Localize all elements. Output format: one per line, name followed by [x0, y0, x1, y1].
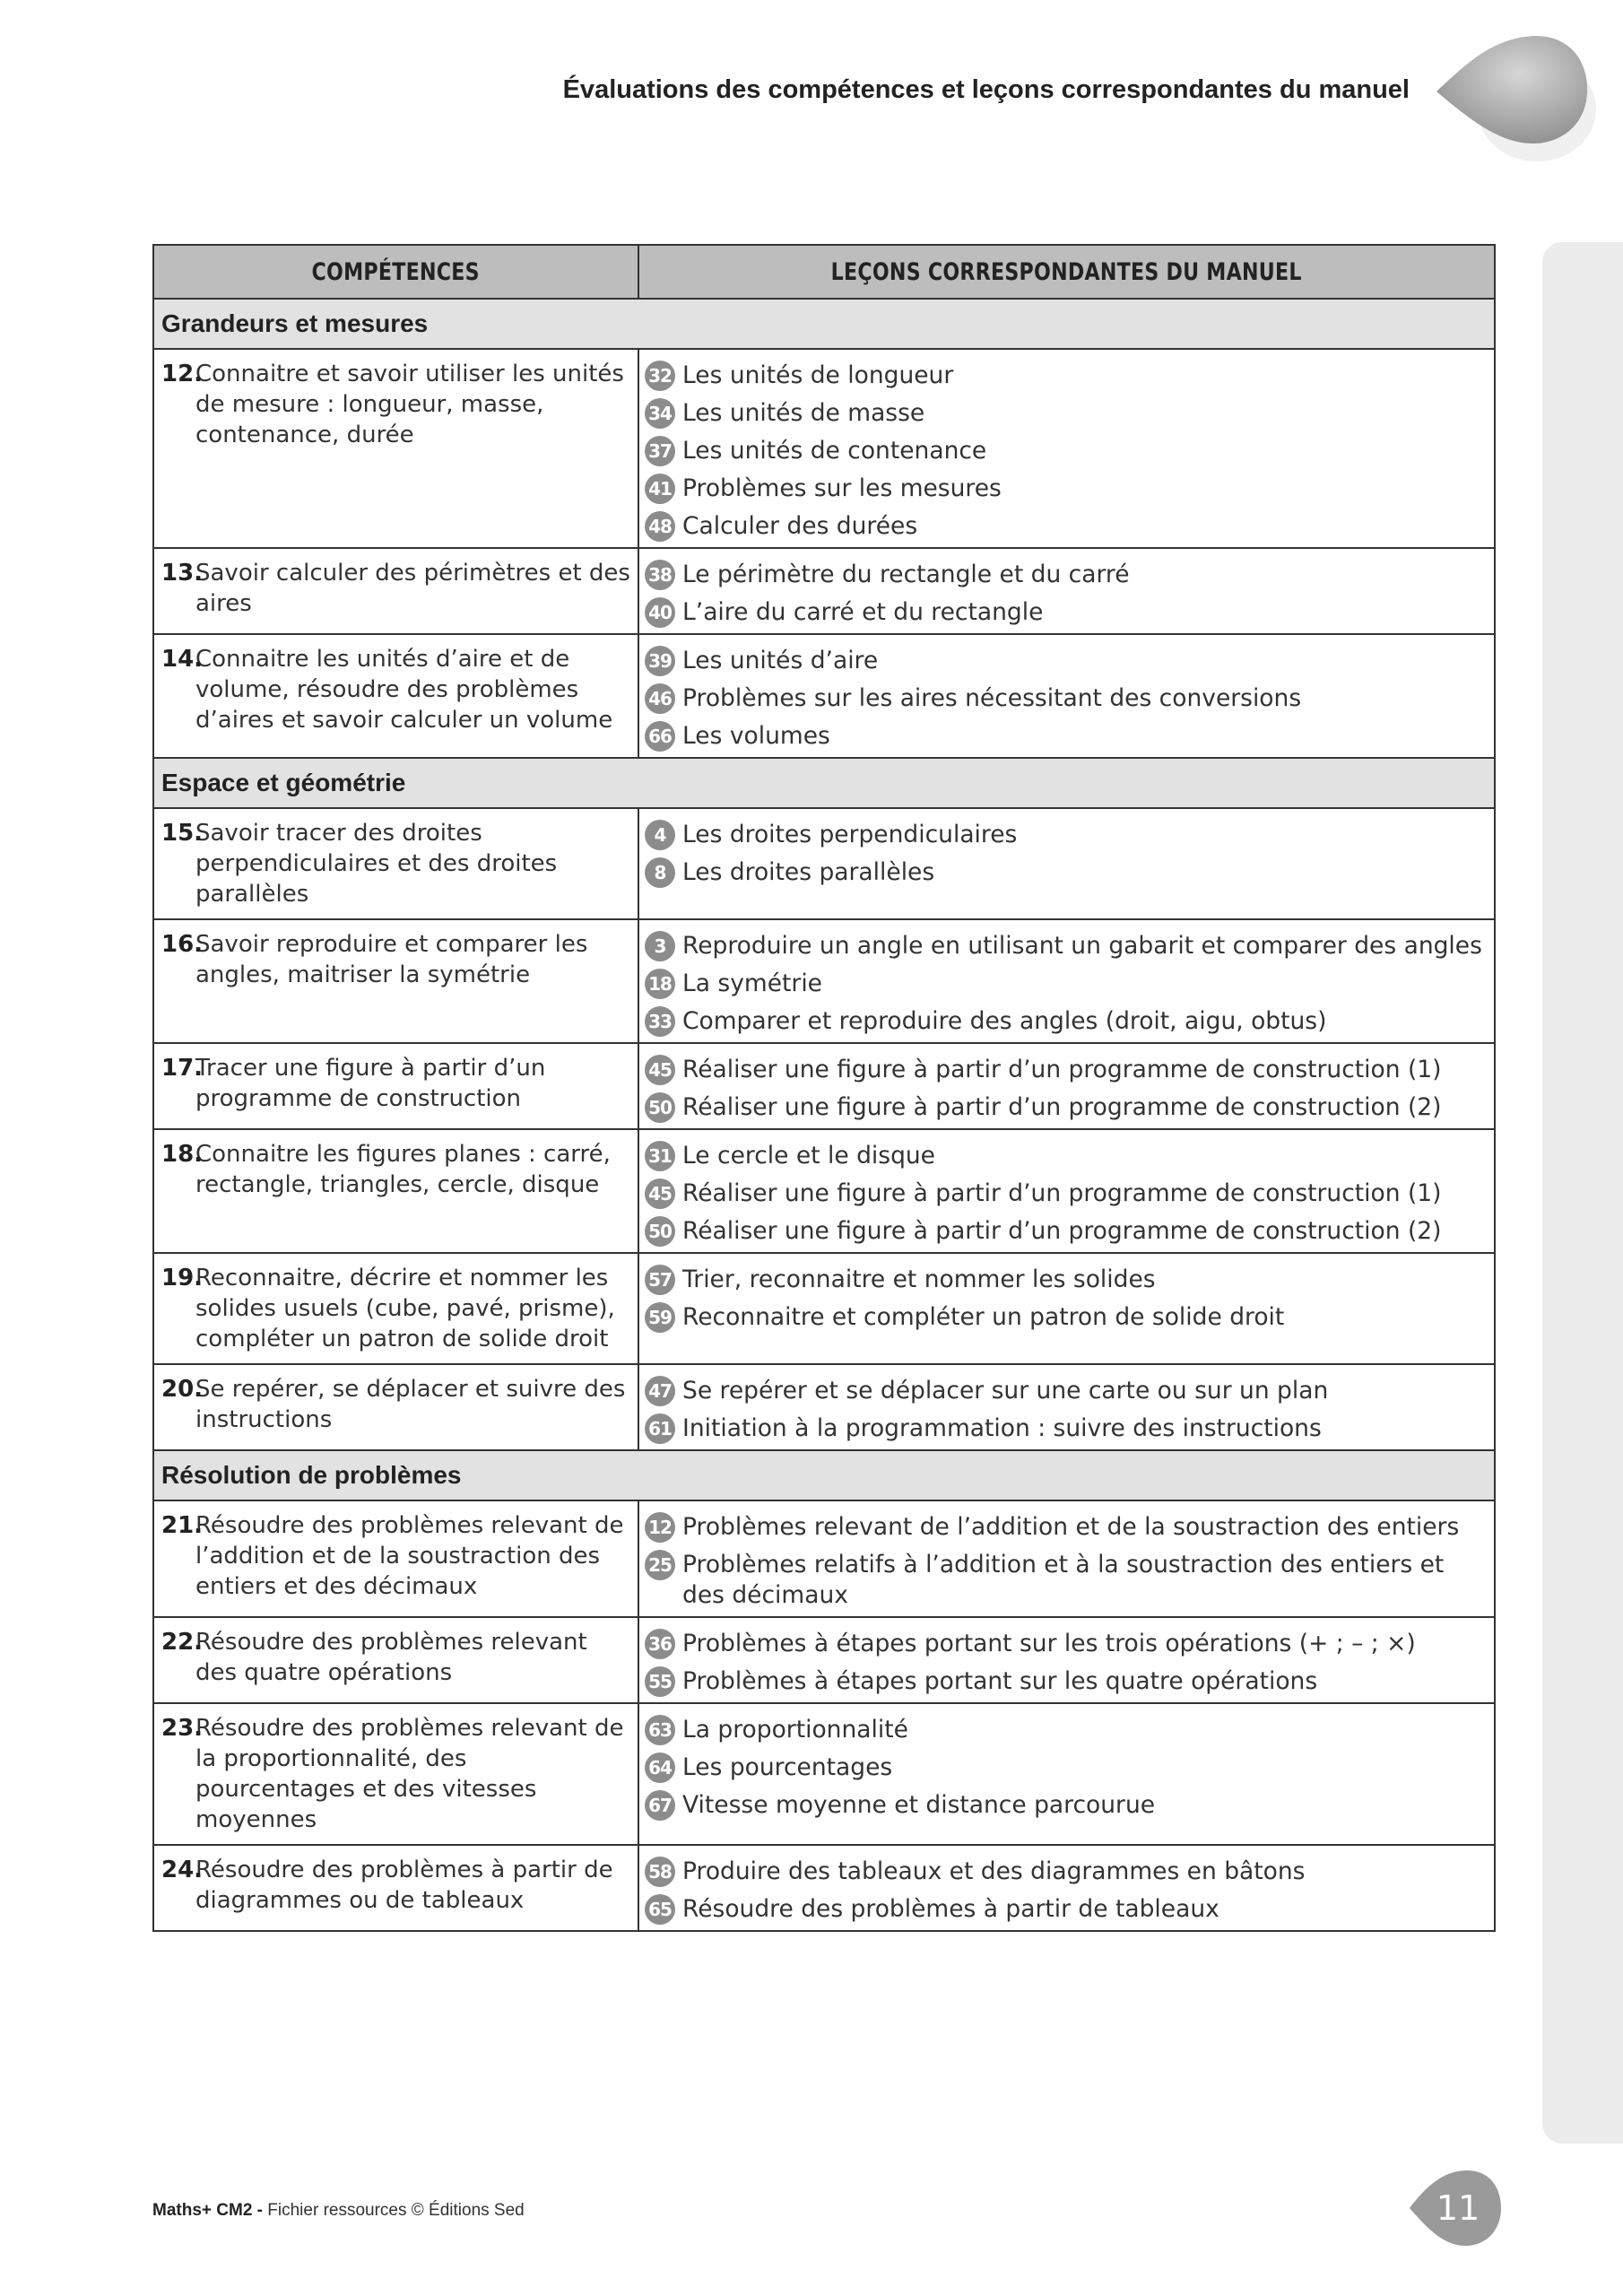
table-row: [153, 548, 1495, 634]
lesson-item: [645, 1216, 1488, 1247]
lesson-number-badge: 4: [645, 820, 675, 850]
lesson-number-badge: 61: [645, 1413, 675, 1444]
lessons-cell: [638, 919, 1495, 1043]
competence-text: Connaitre et savoir utiliser les unités de mesure : longueur, masse, contenance, durée: [195, 361, 624, 448]
competence-number: 13.: [161, 560, 204, 587]
lesson-item: [645, 597, 1488, 628]
competence-text: Connaitre les unités d’aire et de volume, résoudre des problèmes d’aires et savoir calculer un volume: [195, 646, 613, 734]
competence-cell: [153, 1617, 638, 1703]
section-row: [153, 299, 1495, 349]
section-title: Grandeurs et mesures: [153, 299, 1495, 349]
competence-cell: [153, 1364, 638, 1450]
lesson-number-badge: 48: [645, 511, 675, 542]
side-tab: [1542, 242, 1623, 2144]
lesson-item: [645, 969, 1488, 999]
competence-text: Savoir calculer des périmètres et des aires: [195, 560, 630, 617]
table-header-row: [153, 245, 1495, 299]
competence-number: 16.: [161, 931, 204, 958]
table-row: [153, 1617, 1495, 1703]
lesson-title: Problèmes relevant de l’addition et de la soustraction des entiers: [682, 1513, 1460, 1541]
competence-text: Se repérer, se déplacer et suivre des instructions: [195, 1376, 626, 1433]
competence-cell: [153, 1845, 638, 1931]
lesson-item: [645, 1265, 1488, 1295]
lesson-title: Reconnaitre et compléter un patron de solide droit: [682, 1303, 1285, 1331]
lesson-number-badge: 36: [645, 1629, 675, 1659]
competence-text: Savoir reproduire et comparer les angles, maitriser la symétrie: [195, 931, 588, 988]
section-row: [153, 758, 1495, 808]
lesson-item: [645, 1376, 1488, 1406]
lessons-cell: [638, 349, 1495, 548]
footer-brand: Maths+ CM2 -: [152, 2201, 268, 2220]
table-row: [153, 634, 1495, 758]
competence-number: 18.: [161, 1141, 204, 1168]
lesson-title: La symétrie: [682, 970, 822, 997]
lesson-item: [645, 436, 1488, 466]
competence-text: Résoudre des problèmes relevant de la proportionnalité, des pourcentages et des vitesses moyennes: [195, 1715, 624, 1833]
lesson-number-badge: 32: [645, 361, 675, 391]
lesson-item: [645, 1055, 1488, 1085]
competence-number: 23.: [161, 1715, 204, 1742]
lesson-item: [645, 1790, 1488, 1821]
lesson-title: Les unités de longueur: [682, 361, 954, 389]
lesson-item: [645, 474, 1488, 504]
competence-cell: [153, 919, 638, 1043]
lessons-cell: [638, 808, 1495, 919]
lesson-title: Les unités de contenance: [682, 437, 987, 465]
competence-number: 14.: [161, 646, 204, 673]
lessons-cell: [638, 1364, 1495, 1450]
table-row: [153, 1845, 1495, 1931]
competence-text: Savoir tracer des droites perpendiculaires et des droites parallèles: [195, 820, 558, 908]
lesson-number-badge: 41: [645, 474, 675, 504]
lesson-number-badge: 67: [645, 1790, 675, 1821]
decorative-drop-icon: [1429, 32, 1600, 176]
competence-cell: [153, 1500, 638, 1617]
competence-number: 12.: [161, 361, 204, 387]
lesson-number-badge: 57: [645, 1265, 675, 1295]
competence-text: Reconnaitre, décrire et nommer les solides usuels (cube, pavé, prisme), compléter un patron de solide droit: [195, 1265, 615, 1352]
lessons-cell: [638, 548, 1495, 634]
lesson-title: Les unités de masse: [682, 399, 925, 427]
lesson-item: [645, 1006, 1488, 1037]
competence-text: Résoudre des problèmes relevant de l’addition et de la soustraction des entiers et des décimaux: [195, 1512, 624, 1600]
lesson-item: [645, 1715, 1488, 1745]
lesson-number-badge: 59: [645, 1302, 675, 1333]
table-row: [153, 1129, 1495, 1253]
lessons-cell: [638, 1703, 1495, 1845]
lesson-item: [645, 1629, 1488, 1659]
lesson-item: [645, 1666, 1488, 1697]
lessons-cell: [638, 1500, 1495, 1617]
table-row: [153, 1253, 1495, 1364]
lesson-title: L’aire du carré et du rectangle: [682, 598, 1044, 626]
competence-cell: [153, 349, 638, 548]
page-number: 11: [1436, 2188, 1480, 2228]
lesson-item: [645, 1894, 1488, 1925]
competence-cell: [153, 1043, 638, 1129]
lesson-title: Réaliser une figure à partir d’un programme de construction (2): [682, 1217, 1442, 1245]
lesson-number-badge: 8: [645, 857, 675, 888]
table-row: [153, 1043, 1495, 1129]
section-title: Espace et géométrie: [153, 758, 1495, 808]
competence-cell: [153, 1129, 638, 1253]
page-title: Évaluations des compétences et leçons correspondantes du manuel: [562, 75, 1410, 104]
lesson-number-badge: 65: [645, 1894, 675, 1925]
table-row: [153, 349, 1495, 548]
lesson-title: Réaliser une figure à partir d’un programme de construction (2): [682, 1093, 1442, 1121]
lesson-item: [645, 1857, 1488, 1887]
lesson-item: [645, 1092, 1488, 1123]
column-header-competences: COMPÉTENCES: [153, 245, 638, 299]
lessons-cell: [638, 1043, 1495, 1129]
lesson-number-badge: 31: [645, 1141, 675, 1171]
lesson-number-badge: 45: [645, 1178, 675, 1209]
lesson-item: [645, 1141, 1488, 1171]
lesson-title: Trier, reconnaitre et nommer les solides: [682, 1265, 1156, 1293]
lesson-title: Le périmètre du rectangle et du carré: [682, 561, 1130, 588]
lessons-cell: [638, 1253, 1495, 1364]
lesson-item: [645, 398, 1488, 429]
lesson-title: Le cercle et le disque: [682, 1142, 935, 1170]
lesson-number-badge: 64: [645, 1752, 675, 1783]
lesson-title: La proportionnalité: [682, 1716, 908, 1744]
lesson-item: [645, 857, 1488, 888]
lesson-number-badge: 38: [645, 560, 675, 590]
competences-table: [152, 244, 1496, 1932]
lesson-item: [645, 1178, 1488, 1209]
lesson-number-badge: 46: [645, 683, 675, 714]
lesson-number-badge: 25: [645, 1550, 675, 1580]
lesson-title: Reproduire un angle en utilisant un gabarit et comparer des angles: [682, 932, 1482, 960]
lesson-item: [645, 931, 1488, 961]
footer: [152, 2201, 525, 2221]
lesson-title: Problèmes relatifs à l’addition et à la soustraction des entiers et des décimaux: [682, 1551, 1445, 1609]
lesson-number-badge: 39: [645, 646, 675, 676]
lesson-number-badge: 37: [645, 436, 675, 466]
table-row: [153, 808, 1495, 919]
competence-cell: [153, 808, 638, 919]
lesson-number-badge: 58: [645, 1857, 675, 1887]
lesson-title: Initiation à la programmation : suivre des instructions: [682, 1414, 1322, 1442]
competence-number: 17.: [161, 1055, 204, 1082]
lesson-title: Problèmes à étapes portant sur les trois opérations (+ ; – ; ×): [682, 1630, 1416, 1657]
competence-cell: [153, 1703, 638, 1845]
table-row: [153, 1500, 1495, 1617]
lesson-title: Problèmes sur les mesures: [682, 474, 1002, 502]
lesson-number-badge: 34: [645, 398, 675, 429]
lesson-number-badge: 66: [645, 721, 675, 752]
lesson-title: Les unités d’aire: [682, 647, 879, 674]
lesson-title: Résoudre des problèmes à partir de tableaux: [682, 1895, 1219, 1923]
lesson-number-badge: 12: [645, 1512, 675, 1543]
competence-cell: [153, 1253, 638, 1364]
section-row: [153, 1450, 1495, 1500]
lesson-item: [645, 361, 1488, 391]
lesson-item: [645, 1302, 1488, 1333]
lessons-cell: [638, 1845, 1495, 1931]
lesson-title: Réaliser une figure à partir d’un programme de construction (1): [682, 1056, 1442, 1083]
competence-number: 19.: [161, 1265, 204, 1292]
competence-number: 21.: [161, 1512, 204, 1539]
lesson-number-badge: 47: [645, 1376, 675, 1406]
competence-text: Résoudre des problèmes à partir de diagrammes ou de tableaux: [195, 1857, 613, 1914]
lesson-title: Produire des tableaux et des diagrammes en bâtons: [682, 1857, 1306, 1885]
lesson-title: Comparer et reproduire des angles (droit, aigu, obtus): [682, 1007, 1327, 1035]
lesson-title: Vitesse moyenne et distance parcourue: [682, 1791, 1156, 1819]
table-row: [153, 1364, 1495, 1450]
lesson-title: Les droites parallèles: [682, 858, 935, 886]
lesson-number-badge: 3: [645, 931, 675, 961]
footer-text: Fichier ressources © Éditions Sed: [267, 2201, 525, 2220]
lesson-item: [645, 721, 1488, 752]
lessons-cell: [638, 1617, 1495, 1703]
lesson-item: [645, 1752, 1488, 1783]
lessons-cell: [638, 634, 1495, 758]
lesson-title: Calculer des durées: [682, 512, 918, 540]
lessons-cell: [638, 1129, 1495, 1253]
lesson-number-badge: 50: [645, 1216, 675, 1247]
section-title: Résolution de problèmes: [153, 1450, 1495, 1500]
column-header-lessons: LEÇONS CORRESPONDANTES DU MANUEL: [638, 245, 1495, 299]
lesson-number-badge: 50: [645, 1092, 675, 1123]
competence-number: 20.: [161, 1376, 204, 1403]
lesson-number-badge: 63: [645, 1715, 675, 1745]
competence-cell: [153, 634, 638, 758]
lesson-title: Les volumes: [682, 722, 830, 750]
lesson-item: [645, 820, 1488, 850]
lesson-title: Problèmes à étapes portant sur les quatre opérations: [682, 1667, 1318, 1695]
competence-number: 24.: [161, 1857, 204, 1883]
lesson-number-badge: 33: [645, 1006, 675, 1037]
lesson-title: Les droites perpendiculaires: [682, 821, 1018, 848]
lesson-item: [645, 1550, 1488, 1611]
competence-text: Connaitre les figures planes : carré, rectangle, triangles, cercle, disque: [195, 1141, 611, 1198]
lesson-item: [645, 1413, 1488, 1444]
table-row: [153, 919, 1495, 1043]
lesson-item: [645, 1512, 1488, 1543]
competence-text: Résoudre des problèmes relevant des quatre opérations: [195, 1629, 587, 1686]
lesson-number-badge: 55: [645, 1666, 675, 1697]
lesson-title: Se repérer et se déplacer sur une carte ou sur un plan: [682, 1377, 1329, 1405]
lesson-item: [645, 560, 1488, 590]
lesson-title: Réaliser une figure à partir d’un programme de construction (1): [682, 1179, 1442, 1207]
lesson-item: [645, 646, 1488, 676]
lesson-title: Problèmes sur les aires nécessitant des conversions: [682, 684, 1302, 712]
lesson-number-badge: 18: [645, 969, 675, 999]
competence-number: 22.: [161, 1629, 204, 1656]
competence-text: Tracer une figure à partir d’un programme de construction: [195, 1055, 546, 1112]
lesson-number-badge: 45: [645, 1055, 675, 1085]
table-row: [153, 1703, 1495, 1845]
lesson-item: [645, 683, 1488, 714]
lesson-number-badge: 40: [645, 597, 675, 628]
lesson-title: Les pourcentages: [682, 1753, 893, 1781]
competence-cell: [153, 548, 638, 634]
lesson-item: [645, 511, 1488, 542]
competence-number: 15.: [161, 820, 204, 847]
